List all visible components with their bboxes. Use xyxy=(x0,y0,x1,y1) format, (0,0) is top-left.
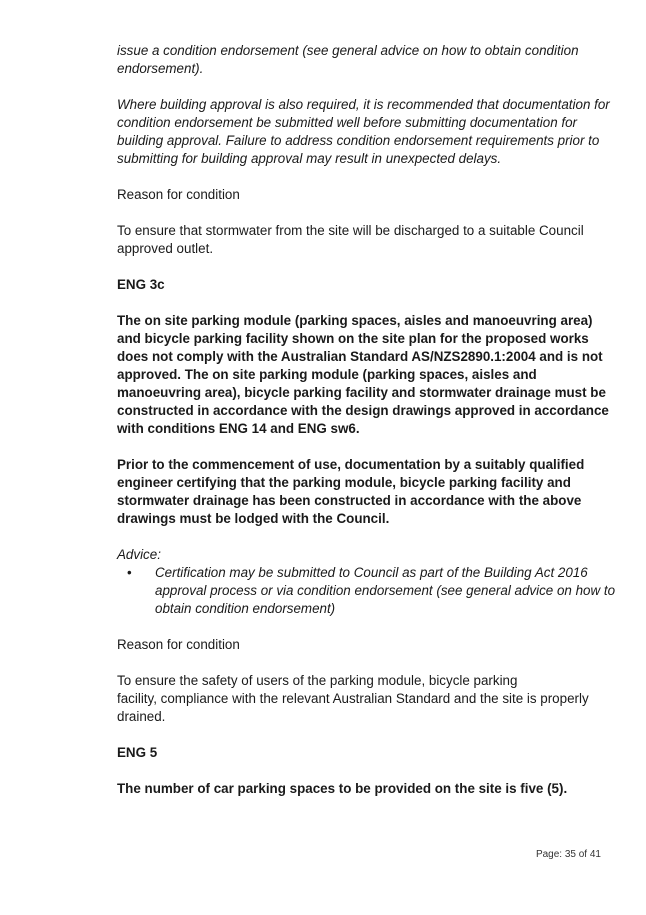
building-approval-paragraph: Where building approval is also required, it is recommended that documentation for condition endorsement be submitted well before submitting documentation for building approval. Failure to address condition endorsement requirements prior to submitting for building approval may result in unexpected delays. xyxy=(117,97,610,166)
reason-heading: Reason for condition xyxy=(117,637,240,652)
page-content xyxy=(117,42,617,798)
reason-text: To ensure that stormwater from the site will be discharged to a suitable Council approved outlet. xyxy=(117,223,584,256)
certification-condition-paragraph: Prior to the commencement of use, documentation by a suitably qualified engineer certifying that the parking module, bicycle parking facility and stormwater drainage has been constructed in accordance with the above drawings must be lodged with the Council. xyxy=(117,457,585,526)
endorsement-continuation-paragraph: issue a condition endorsement (see general advice on how to obtain condition endorsement). xyxy=(117,43,579,76)
parking-module-condition-paragraph: The on site parking module (parking spaces, aisles and manoeuvring area) and bicycle parking facility shown on the site plan for the proposed works does not comply with the Australian Standard AS/NZS2890.1:2004 and is not approved. The on site parking module (parking spaces, aisles and manoeuvring area), bicycle parking facility and stormwater drainage must be constructed in accordance with the design drawings approved in accordance with conditions ENG 14 and ENG sw6. xyxy=(117,313,609,436)
reason-heading: Reason for condition xyxy=(117,187,240,202)
reason-text-line: facility, compliance with the relevant Australian Standard and the site is properly drained. xyxy=(117,691,589,724)
reason-text xyxy=(117,672,617,726)
parking-spaces-condition-paragraph: The number of car parking spaces to be provided on the site is five (5). xyxy=(117,781,568,796)
advice-heading: Advice: xyxy=(117,547,161,562)
reason-text-line: To ensure the safety of users of the parking module, bicycle parking xyxy=(117,673,518,688)
page-number: Page: 35 of 41 xyxy=(535,849,601,860)
advice-item-text: Certification may be submitted to Council as part of the Building Act 2016 approval process or via condition endorsement (see general advice on how to obtain condition endorsement) xyxy=(155,565,616,616)
condition-heading-eng5: ENG 5 xyxy=(117,745,158,760)
condition-heading-eng3c: ENG 3c xyxy=(117,277,165,292)
bullet-icon: • xyxy=(127,565,132,580)
advice-list-item xyxy=(117,564,617,618)
advice-list xyxy=(117,564,617,618)
